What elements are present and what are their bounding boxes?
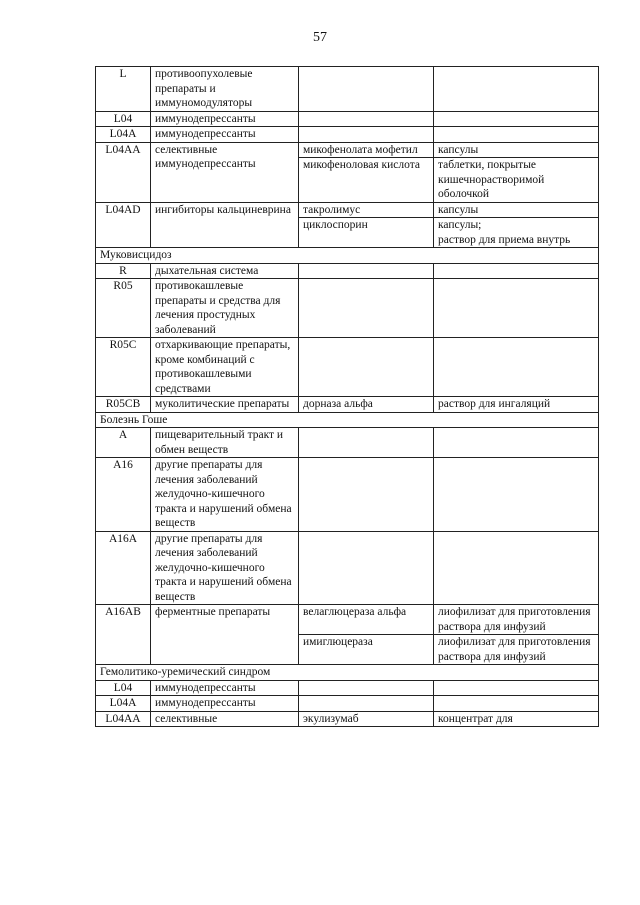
atc-code-cell: L04AA — [96, 711, 151, 727]
inn-cell: экулизумаб — [299, 711, 434, 727]
table-row — [96, 263, 599, 279]
drug-table — [95, 66, 599, 727]
table-row — [96, 127, 599, 143]
inn-cell — [299, 428, 434, 458]
inn-cell: дорназа альфа — [299, 397, 434, 413]
form-cell: лиофилизат для приготовления раствора для инфузий — [434, 635, 599, 665]
inn-cell: микофеноловая кислота — [299, 158, 434, 203]
form-cell — [434, 696, 599, 712]
form-cell — [434, 338, 599, 397]
section-row — [96, 412, 599, 428]
atc-code-cell: L — [96, 67, 151, 112]
atc-code-cell: L04A — [96, 696, 151, 712]
table-row — [96, 696, 599, 712]
inn-cell — [299, 458, 434, 532]
table-row — [96, 111, 599, 127]
inn-cell: велаглюцераза альфа — [299, 605, 434, 635]
inn-cell — [299, 279, 434, 338]
inn-cell — [299, 338, 434, 397]
group-cell: ферментные препараты — [151, 605, 299, 665]
form-cell — [434, 680, 599, 696]
table-row — [96, 142, 599, 158]
form-cell: капсулы — [434, 202, 599, 218]
group-cell: иммунодепрессанты — [151, 127, 299, 143]
group-cell: селективные — [151, 711, 299, 727]
atc-code-cell: L04 — [96, 680, 151, 696]
inn-cell: микофенолата мофетил — [299, 142, 434, 158]
table-row — [96, 279, 599, 338]
table-row — [96, 67, 599, 112]
inn-cell — [299, 531, 434, 605]
table-row — [96, 531, 599, 605]
group-cell: ингибиторы кальциневрина — [151, 202, 299, 248]
page-number: 57 — [313, 30, 327, 45]
section-title: Гемолитико-уремический синдром — [96, 665, 599, 681]
group-cell: иммунодепрессанты — [151, 111, 299, 127]
form-cell — [434, 67, 599, 112]
form-cell: капсулы; раствор для приема внутрь — [434, 218, 599, 248]
group-cell: селективные иммунодепрессанты — [151, 142, 299, 202]
section-title: Болезнь Гоше — [96, 412, 599, 428]
atc-code-cell: L04 — [96, 111, 151, 127]
form-cell — [434, 458, 599, 532]
table-row — [96, 458, 599, 532]
inn-cell — [299, 263, 434, 279]
table-row — [96, 428, 599, 458]
inn-cell: имиглюцераза — [299, 635, 434, 665]
form-cell — [434, 531, 599, 605]
form-cell — [434, 127, 599, 143]
inn-cell — [299, 696, 434, 712]
group-cell: иммунодепрессанты — [151, 696, 299, 712]
atc-code-cell: L04AA — [96, 142, 151, 202]
inn-cell — [299, 67, 434, 112]
form-cell — [434, 263, 599, 279]
group-cell: другие препараты для лечения заболеваний желудочно-кишечного тракта и нарушений обмена веществ — [151, 531, 299, 605]
group-cell: иммунодепрессанты — [151, 680, 299, 696]
table-row — [96, 202, 599, 218]
atc-code-cell: R05 — [96, 279, 151, 338]
section-row — [96, 665, 599, 681]
form-cell: капсулы — [434, 142, 599, 158]
atc-code-cell: R — [96, 263, 151, 279]
atc-code-cell: R05C — [96, 338, 151, 397]
atc-code-cell: L04AD — [96, 202, 151, 248]
inn-cell — [299, 680, 434, 696]
table-row — [96, 711, 599, 727]
table-row — [96, 680, 599, 696]
inn-cell — [299, 111, 434, 127]
section-title: Муковисцидоз — [96, 248, 599, 264]
atc-code-cell: L04A — [96, 127, 151, 143]
form-cell: концентрат для — [434, 711, 599, 727]
atc-code-cell: A16AB — [96, 605, 151, 665]
form-cell — [434, 111, 599, 127]
table-row — [96, 605, 599, 635]
group-cell: муколитические препараты — [151, 397, 299, 413]
group-cell: другие препараты для лечения заболеваний желудочно-кишечного тракта и нарушений обмена веществ — [151, 458, 299, 532]
form-cell — [434, 428, 599, 458]
group-cell: пищеварительный тракт и обмен веществ — [151, 428, 299, 458]
form-cell: раствор для ингаляций — [434, 397, 599, 413]
group-cell: дыхательная система — [151, 263, 299, 279]
group-cell: противокашлевые препараты и средства для лечения простудных заболеваний — [151, 279, 299, 338]
atc-code-cell: A16A — [96, 531, 151, 605]
form-cell: таблетки, покрытые кишечнорастворимой оболочкой — [434, 158, 599, 203]
atc-code-cell: A16 — [96, 458, 151, 532]
atc-code-cell: R05CB — [96, 397, 151, 413]
form-cell — [434, 279, 599, 338]
group-cell: отхаркивающие препараты, кроме комбинаций с противокашлевыми средствами — [151, 338, 299, 397]
group-cell: противоопухолевые препараты и иммуномодуляторы — [151, 67, 299, 112]
inn-cell: циклоспорин — [299, 218, 434, 248]
inn-cell — [299, 127, 434, 143]
table-row — [96, 338, 599, 397]
inn-cell: такролимус — [299, 202, 434, 218]
table-row — [96, 397, 599, 413]
atc-code-cell: A — [96, 428, 151, 458]
form-cell: лиофилизат для приготовления раствора для инфузий — [434, 605, 599, 635]
section-row — [96, 248, 599, 264]
